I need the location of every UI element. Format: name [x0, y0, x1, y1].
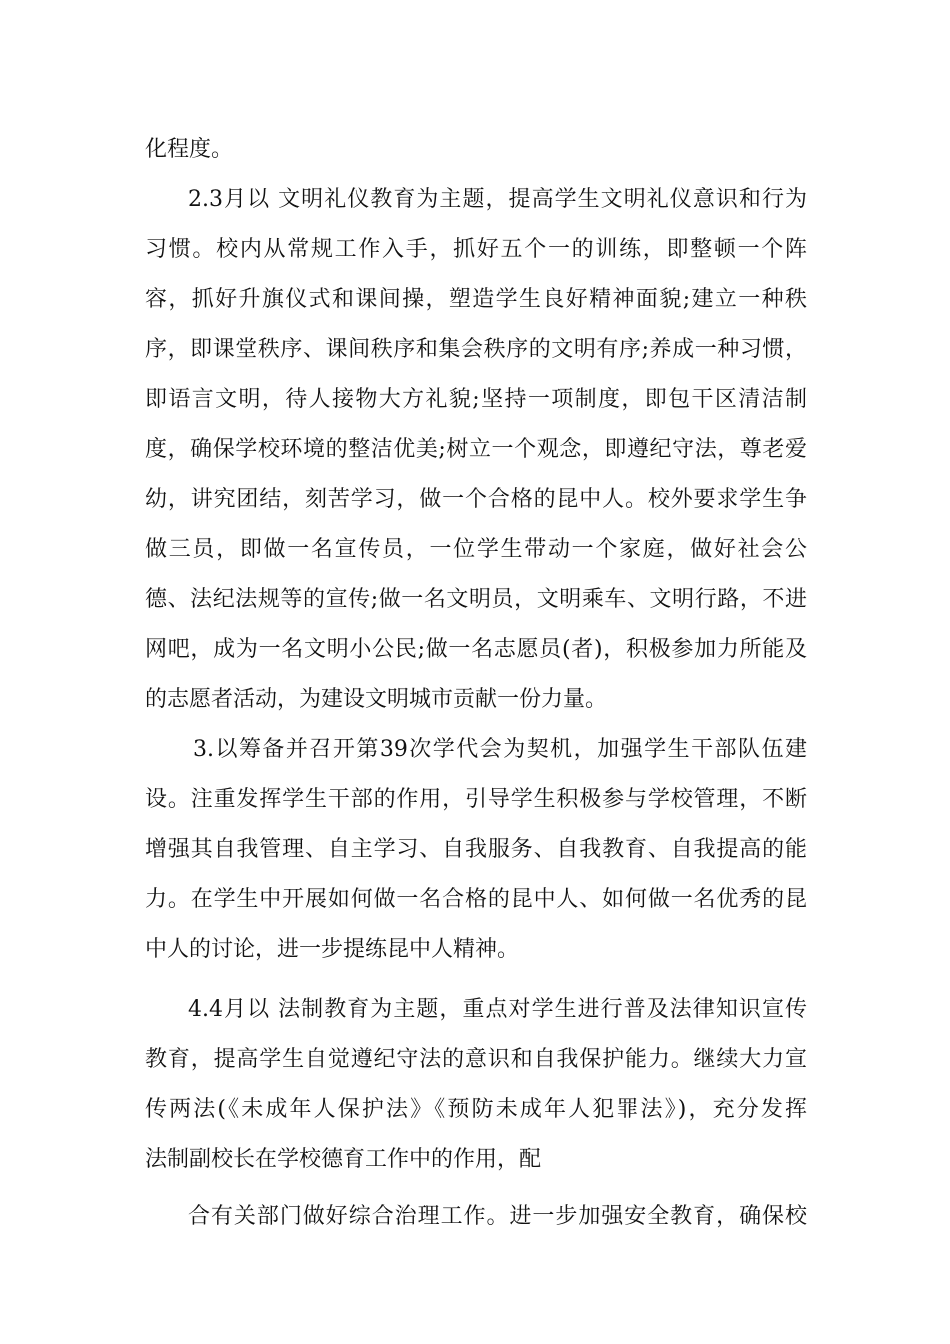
text-line-11: 网吧，成为一名文明小公民;做一名志愿员(者)，积极参加力所能及: [145, 637, 807, 662]
text-line-22: 合有关部门做好综合治理工作。进一步加强安全教育，确保校: [188, 1204, 807, 1229]
text-line-17: 中人的讨论，进一步提练昆中人精神。: [145, 937, 520, 962]
text-line-9: 做三员，即做一名宣传员，一位学生带动一个家庭，做好社会公: [145, 537, 807, 562]
text-line-8: 幼，讲究团结，刻苦学习，做一个合格的昆中人。校外要求学生争: [145, 487, 807, 512]
text-line-14: 设。注重发挥学生干部的作用，引导学生积极参与学校管理，不断: [145, 787, 807, 812]
text-line-16: 力。在学生中开展如何做一名合格的昆中人、如何做一名优秀的昆: [145, 887, 807, 912]
text-line-3: 习惯。校内从常规工作入手，抓好五个一的训练，即整顿一个阵: [145, 237, 807, 262]
text-line-20: 传两法(《未成年人保护法》《预防未成年人犯罪法》)，充分发挥: [145, 1097, 807, 1122]
text-line-7: 度，确保学校环境的整洁优美;树立一个观念，即遵纪守法，尊老爱: [145, 437, 807, 462]
text-line-15: 增强其自我管理、自主学习、自我服务、自我教育、自我提高的能: [145, 837, 807, 862]
text-line-21: 法制副校长在学校德育工作中的作用，配: [145, 1147, 542, 1172]
text-line-12: 的志愿者活动，为建设文明城市贡献一份力量。: [145, 687, 608, 712]
text-line-4: 容，抓好升旗仪式和课间操，塑造学生良好精神面貌;建立一种秩: [145, 287, 807, 312]
text-line-2: 2.3月以 文明礼仪教育为主题，提高学生文明礼仪意识和行为: [188, 187, 807, 212]
text-line-5: 序，即课堂秩序、课间秩序和集会秩序的文明有序;养成一种习惯，: [145, 337, 807, 362]
text-line-19: 教育，提高学生自觉遵纪守法的意识和自我保护能力。继续大力宣: [145, 1047, 807, 1072]
text-line-13: 3.以筹备并召开第39次学代会为契机，加强学生干部队伍建: [193, 737, 807, 762]
text-line-1: 化程度。: [145, 137, 234, 162]
text-line-18: 4.4月以 法制教育为主题，重点对学生进行普及法律知识宣传: [188, 997, 807, 1022]
text-line-10: 德、法纪法规等的宣传;做一名文明员，文明乘车、文明行路，不进: [145, 587, 807, 612]
text-line-6: 即语言文明，待人接物大方礼貌;坚持一项制度，即包干区清洁制: [145, 387, 807, 412]
